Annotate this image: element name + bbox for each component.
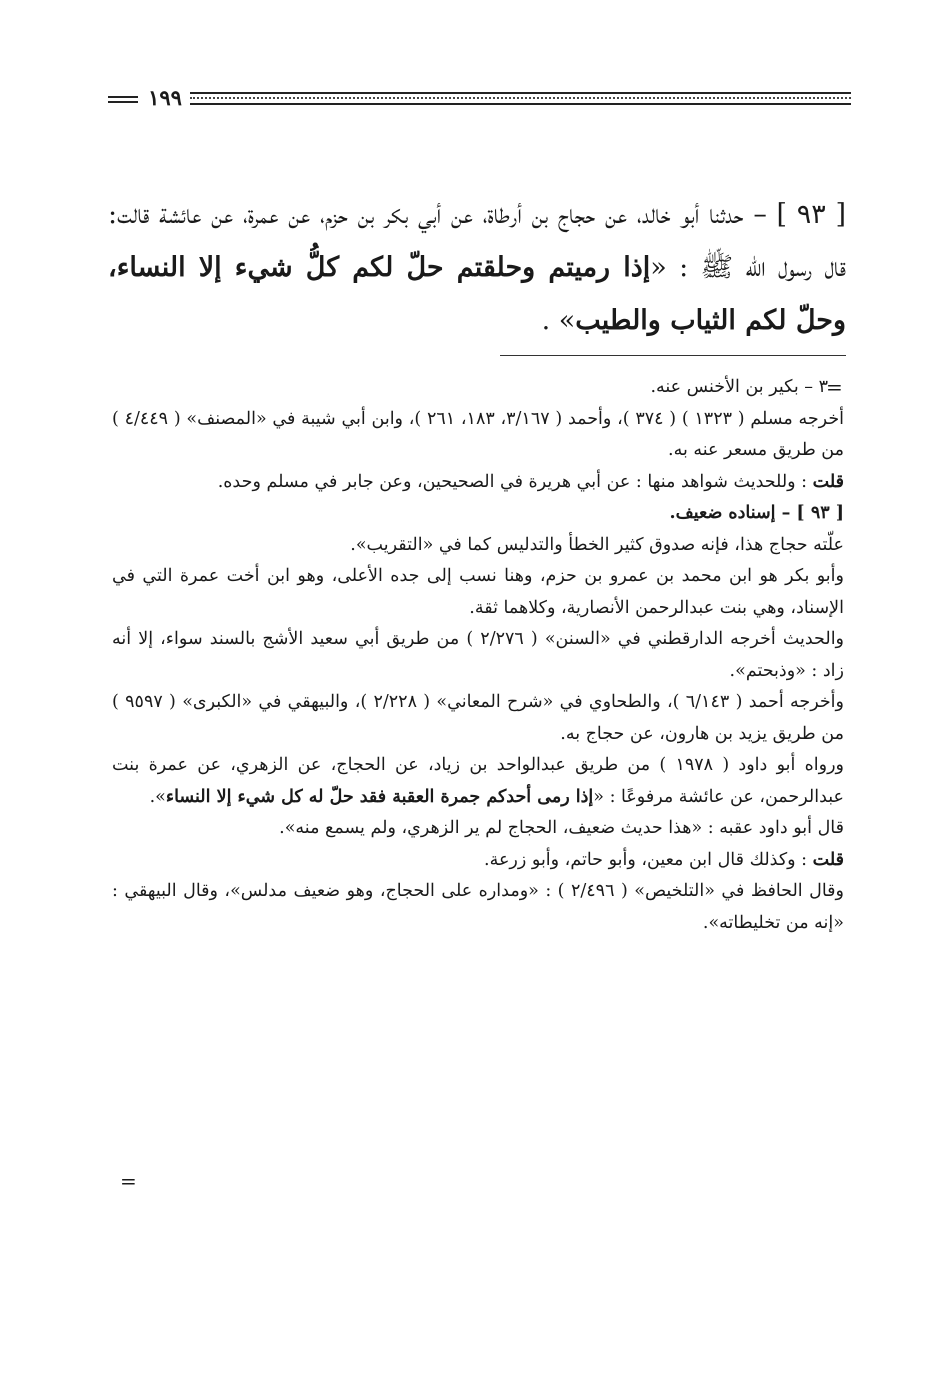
hadith-suffix: » . <box>541 305 576 336</box>
footnote-heading: [ ٩٣ ] – إسناده ضعيف. <box>669 503 844 523</box>
quoted-hadith: إذا رمى أحدكم جمرة العقبة فقد حلّ له كل شيء إلا النساء <box>165 786 594 807</box>
header-rule-left <box>108 101 138 103</box>
footnote-line: قلت : وللحديث شواهد منها : عن أبي هريرة في الصحيحين، وعن جابر في مسلم وحده. <box>217 471 844 492</box>
header-rule-right <box>190 103 851 105</box>
note-label: قلت <box>812 849 844 870</box>
page-header <box>108 86 851 110</box>
hadith-prefix: [ ٩٣ ] – حدثنا أبو خالد، عن حجاج بن أرطاة، عن أبي بكر بن حزم، عن عمرة، عن عائشة قالت: قال رسول الله ﷺ : « <box>108 199 846 283</box>
continuation-mark: = <box>826 375 843 399</box>
note-label: قلت <box>812 471 844 492</box>
hadith-bold-text: إذا رميتم وحلقتم حلّ لكم كلُّ شيء إلا النساء، وحلّ لكم الثياب والطيب <box>108 252 846 336</box>
continuation-end-mark: = <box>120 1169 137 1193</box>
header-rule-left <box>108 96 138 98</box>
footnote-line: ٣ – بكير بن الأخنس عنه. <box>650 377 828 397</box>
footnote-line: والحديث أخرجه الدارقطني في «السنن» ( ٢/٢٧٦ ) من طريق أبي سعيد الأشج بالسند سواء، إلا أنه زاد : «وذبحتم». <box>112 629 845 681</box>
footnote-line: ورواه أبو داود ( ١٩٧٨ ) من طريق عبدالواحد بن زياد، عن الحجاج، عن الزهري، عن عمرة بنت عبدالرحمن، عن عائشة مرفوعًا : «إذا رمى أحدكم جمرة العقبة فقد حلّ له كل شيء إلا النساء». <box>112 755 844 807</box>
header-rule-right <box>190 92 851 94</box>
footnote-line: قلت : وكذلك قال ابن معين، وأبو حاتم، وأبو زرعة. <box>484 849 844 870</box>
footnote-line: وأخرجه أحمد ( ٦/١٤٣ )، والطحاوي في «شرح المعاني» ( ٢/٢٢٨ )، والبيهقي في «الكبرى» ( ٩٥٩٧ ) من طريق يزيد بن هارون، عن حجاج به. <box>112 692 844 744</box>
footnote-line: قال أبو داود عقبه : «هذا حديث ضعيف، الحجاج لم ير الزهري، ولم يسمع منه». <box>279 818 844 838</box>
footnote-line: وقال الحافظ في «التلخيص» ( ٢/٤٩٦ ) : «ومداره على الحجاج، وهو ضعيف مدلس»، وقال البيهقي : «إنه من تخليطاته». <box>112 881 844 933</box>
footnote-line: علّته حجاج هذا، فإنه صدوق كثير الخطأ والتدليس كما في «التقريب». <box>350 534 844 555</box>
page-number: ١٩٩ <box>148 85 182 110</box>
footnote-divider <box>500 355 846 356</box>
hadith-text <box>108 188 846 347</box>
header-dotted-rule <box>190 97 851 99</box>
footnotes <box>112 372 844 939</box>
footnote-line: أخرجه مسلم ( ١٣٢٣ ) ( ٣٧٤ )، وأحمد ( ٣/١٦٧، ١٨٣، ٢٦١ )، وابن أبي شيبة في «المصنف» ( ٤/٤٤٩ ) من طريق مسعر عنه به. <box>112 408 845 460</box>
footnote-line: وأبو بكر هو ابن محمد بن عمرو بن حزم، وهنا نسب إلى جده الأعلى، وهو ابن أخت عمرة التي في الإسناد، وهي بنت عبدالرحمن الأنصارية، وكلاهما ثقة. <box>112 566 844 618</box>
